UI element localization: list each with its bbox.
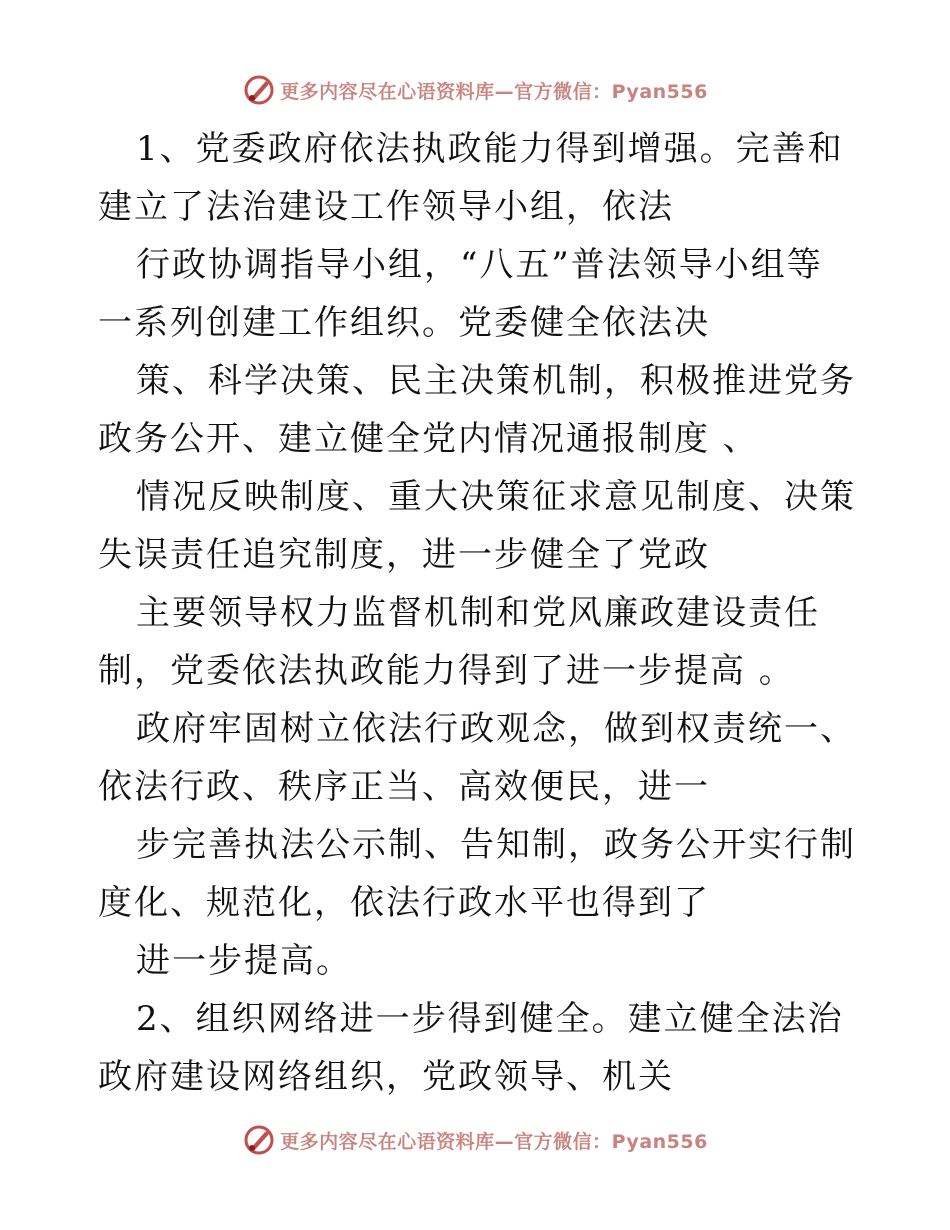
paragraph: 2、组织网络进一步得到健全。建立健全法治政府建设网络组织，党政领导、机关 — [98, 999, 844, 1097]
watermark-footer — [0, 1120, 950, 1160]
document-body — [98, 120, 858, 1106]
brush-logo-icon — [242, 73, 276, 107]
paragraph: 主要领导权力监督机制和党风廉政建设责任制，党委依法执政能力得到了进一步提高 。 — [98, 593, 820, 691]
paragraph: 进一步提高。 — [136, 941, 352, 981]
watermark-text: 更多内容尽在心语资料库—官方微信：Pyan556 — [280, 1130, 708, 1153]
watermark-text: 更多内容尽在心语资料库—官方微信：Pyan556 — [280, 80, 708, 103]
paragraph: 情况反映制度、重大决策征求意见制度、决策失误责任追究制度，进一步健全了党政 — [98, 477, 856, 575]
paragraph: 策、科学决策、民主决策机制，积极推进党务政务公开、建立健全党内情况通报制度 、 — [98, 361, 856, 459]
watermark-header — [0, 70, 950, 110]
paragraph: 行政协调指导小组，“八五”普法领导小组等一系列创建工作组织。党委健全依法决 — [98, 245, 823, 343]
paragraph: 政府牢固树立依法行政观念，做到权责统一、依法行政、秩序正当、高效便民，进一 — [98, 709, 856, 807]
paragraph: 步完善执法公示制、告知制，政务公开实行制度化、规范化，依法行政水平也得到了 — [98, 825, 856, 923]
paragraph: 1、党委政府依法执政能力得到增强。完善和建立了法治建设工作领导小组，依法 — [98, 129, 844, 227]
brush-logo-icon — [242, 1123, 276, 1157]
